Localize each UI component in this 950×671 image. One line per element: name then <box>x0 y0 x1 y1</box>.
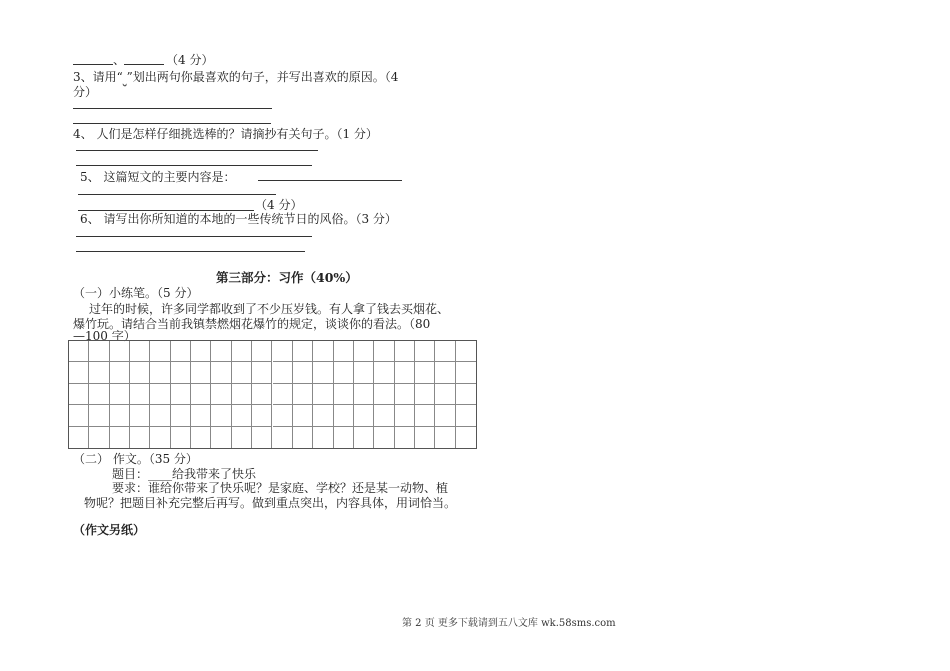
grid-cell[interactable] <box>395 405 415 426</box>
grid-cell[interactable] <box>293 384 313 405</box>
answer-line <box>76 251 305 252</box>
grid-cell[interactable] <box>130 427 150 448</box>
grid-cell[interactable] <box>395 362 415 383</box>
grid-cell[interactable] <box>69 405 89 426</box>
grid-cell[interactable] <box>252 427 272 448</box>
grid-cell[interactable] <box>456 405 476 426</box>
grid-cell[interactable] <box>232 405 252 426</box>
grid-cell[interactable] <box>415 341 435 362</box>
practice-line-1: 过年的时候，许多同学都收到了不少压岁钱。有人拿了钱去买烟花、 <box>89 302 450 316</box>
grid-cell[interactable] <box>313 362 333 383</box>
grid-cell[interactable] <box>395 427 415 448</box>
grid-cell[interactable] <box>89 405 109 426</box>
question-4: 4、 人们是怎样仔细挑选棒的？请摘抄有关句子。（1 分） <box>73 127 378 141</box>
answer-line <box>258 180 402 181</box>
practice-line-3: —100 字） <box>73 329 136 343</box>
grid-cell[interactable] <box>354 427 374 448</box>
grid-cell[interactable] <box>191 362 211 383</box>
grid-cell[interactable] <box>354 405 374 426</box>
grid-cell[interactable] <box>273 384 293 405</box>
grid-cell[interactable] <box>69 341 89 362</box>
grid-cell[interactable] <box>211 405 231 426</box>
grid-cell[interactable] <box>171 341 191 362</box>
grid-cell[interactable] <box>395 341 415 362</box>
answer-line <box>73 64 113 65</box>
essay-note: （作文另纸） <box>73 523 146 537</box>
grid-cell[interactable] <box>191 384 211 405</box>
answer-line <box>76 236 312 237</box>
grid-cell[interactable] <box>232 341 252 362</box>
grid-cell[interactable] <box>354 341 374 362</box>
grid-cell[interactable] <box>130 405 150 426</box>
grid-cell[interactable] <box>69 384 89 405</box>
grid-cell[interactable] <box>252 362 272 383</box>
q2-score: （4 分） <box>166 53 214 67</box>
writing-grid[interactable] <box>68 340 477 449</box>
grid-cell[interactable] <box>150 362 170 383</box>
grid-cell[interactable] <box>150 384 170 405</box>
grid-cell[interactable] <box>456 341 476 362</box>
q3-text-b: ”划出两句你最喜欢的句子，并写出喜欢的原因。（4 <box>126 70 399 84</box>
q2-separator: 、 <box>113 53 126 67</box>
grid-cell[interactable] <box>435 384 455 405</box>
page-footer: 第 2 页 更多下载请到五八文库 wk.58sms.com <box>402 618 616 629</box>
grid-cell[interactable] <box>110 405 130 426</box>
grid-cell[interactable] <box>293 405 313 426</box>
grid-cell[interactable] <box>415 427 435 448</box>
grid-cell[interactable] <box>110 362 130 383</box>
grid-cell[interactable] <box>232 427 252 448</box>
answer-line <box>73 108 272 109</box>
grid-cell[interactable] <box>69 362 89 383</box>
grid-cell[interactable] <box>252 405 272 426</box>
q5-score: （4 分） <box>255 198 303 212</box>
answer-line <box>76 150 318 151</box>
grid-cell[interactable] <box>211 362 231 383</box>
answer-line <box>76 165 312 166</box>
grid-cell[interactable] <box>313 427 333 448</box>
grid-cell[interactable] <box>313 405 333 426</box>
grid-cell[interactable] <box>456 427 476 448</box>
question-3-cont: 分） <box>73 85 98 99</box>
grid-cell[interactable] <box>293 427 313 448</box>
grid-cell[interactable] <box>293 362 313 383</box>
grid-cell[interactable] <box>334 341 354 362</box>
grid-cell[interactable] <box>191 427 211 448</box>
grid-cell[interactable] <box>191 405 211 426</box>
grid-cell[interactable] <box>374 341 394 362</box>
grid-cell[interactable] <box>395 384 415 405</box>
grid-cell[interactable] <box>334 405 354 426</box>
grid-cell[interactable] <box>354 384 374 405</box>
grid-cell[interactable] <box>435 341 455 362</box>
grid-cell[interactable] <box>456 362 476 383</box>
answer-line <box>124 64 164 65</box>
practice-heading: （一）小练笔。（5 分） <box>73 286 199 300</box>
grid-cell[interactable] <box>211 427 231 448</box>
grid-cell[interactable] <box>313 341 333 362</box>
grid-cell[interactable] <box>415 405 435 426</box>
grid-cell[interactable] <box>150 341 170 362</box>
grid-cell[interactable] <box>374 384 394 405</box>
grid-cell[interactable] <box>334 362 354 383</box>
grid-cell[interactable] <box>110 427 130 448</box>
grid-cell[interactable] <box>293 341 313 362</box>
grid-cell[interactable] <box>415 384 435 405</box>
grid-cell[interactable] <box>150 405 170 426</box>
grid-cell[interactable] <box>110 341 130 362</box>
essay-requirement-2: 物呢？把题目补充完整后再写。做到重点突出，内容具体，用词恰当。 <box>84 496 457 510</box>
grid-cell[interactable] <box>374 427 394 448</box>
grid-cell[interactable] <box>89 341 109 362</box>
grid-cell[interactable] <box>334 427 354 448</box>
grid-cell[interactable] <box>130 384 150 405</box>
part3-title: 第三部分：习作（40%） <box>216 270 358 285</box>
grid-cell[interactable] <box>89 427 109 448</box>
grid-cell[interactable] <box>110 384 130 405</box>
question-5: 5、 这篇短文的主要内容是： <box>80 170 236 184</box>
practice-line-2: 爆竹玩。请结合当前我镇禁燃烟花爆竹的规定，谈谈你的看法。（80 <box>73 317 431 331</box>
question-6: 6、 请写出你所知道的本地的一些传统节日的风俗。（3 分） <box>80 212 397 226</box>
grid-cell[interactable] <box>232 362 252 383</box>
grid-cell[interactable] <box>130 362 150 383</box>
q3-text-a: 3、请用“ <box>73 70 123 84</box>
grid-cell[interactable] <box>374 362 394 383</box>
grid-cell[interactable] <box>273 427 293 448</box>
grid-cell[interactable] <box>232 384 252 405</box>
grid-cell[interactable] <box>435 405 455 426</box>
grid-cell[interactable] <box>211 341 231 362</box>
grid-cell[interactable] <box>273 405 293 426</box>
grid-cell[interactable] <box>211 384 231 405</box>
grid-cell[interactable] <box>313 384 333 405</box>
answer-line <box>78 194 276 195</box>
grid-cell[interactable] <box>89 362 109 383</box>
grid-cell[interactable] <box>89 384 109 405</box>
grid-cell[interactable] <box>150 427 170 448</box>
grid-cell[interactable] <box>273 362 293 383</box>
grid-cell[interactable] <box>69 427 89 448</box>
grid-cell[interactable] <box>374 405 394 426</box>
grid-cell[interactable] <box>130 341 150 362</box>
grid-cell[interactable] <box>435 427 455 448</box>
grid-cell[interactable] <box>456 384 476 405</box>
grid-cell[interactable] <box>171 427 191 448</box>
grid-cell[interactable] <box>171 384 191 405</box>
essay-requirement-1: 要求：谁给你带来了快乐呢？是家庭、学校？还是某一动物、植 <box>112 481 449 495</box>
grid-cell[interactable] <box>191 341 211 362</box>
grid-cell[interactable] <box>252 341 272 362</box>
question-3 <box>73 68 398 85</box>
grid-cell[interactable] <box>171 362 191 383</box>
answer-line <box>73 123 271 124</box>
essay-topic: 题目：____给我带来了快乐 <box>112 467 257 481</box>
grid-cell[interactable] <box>435 362 455 383</box>
grid-cell[interactable] <box>354 362 374 383</box>
grid-cell[interactable] <box>334 384 354 405</box>
essay-heading: （二） 作文。（35 分） <box>73 452 198 466</box>
grid-cell[interactable] <box>252 384 272 405</box>
grid-cell[interactable] <box>415 362 435 383</box>
grid-cell[interactable] <box>171 405 191 426</box>
grid-cell[interactable] <box>273 341 293 362</box>
